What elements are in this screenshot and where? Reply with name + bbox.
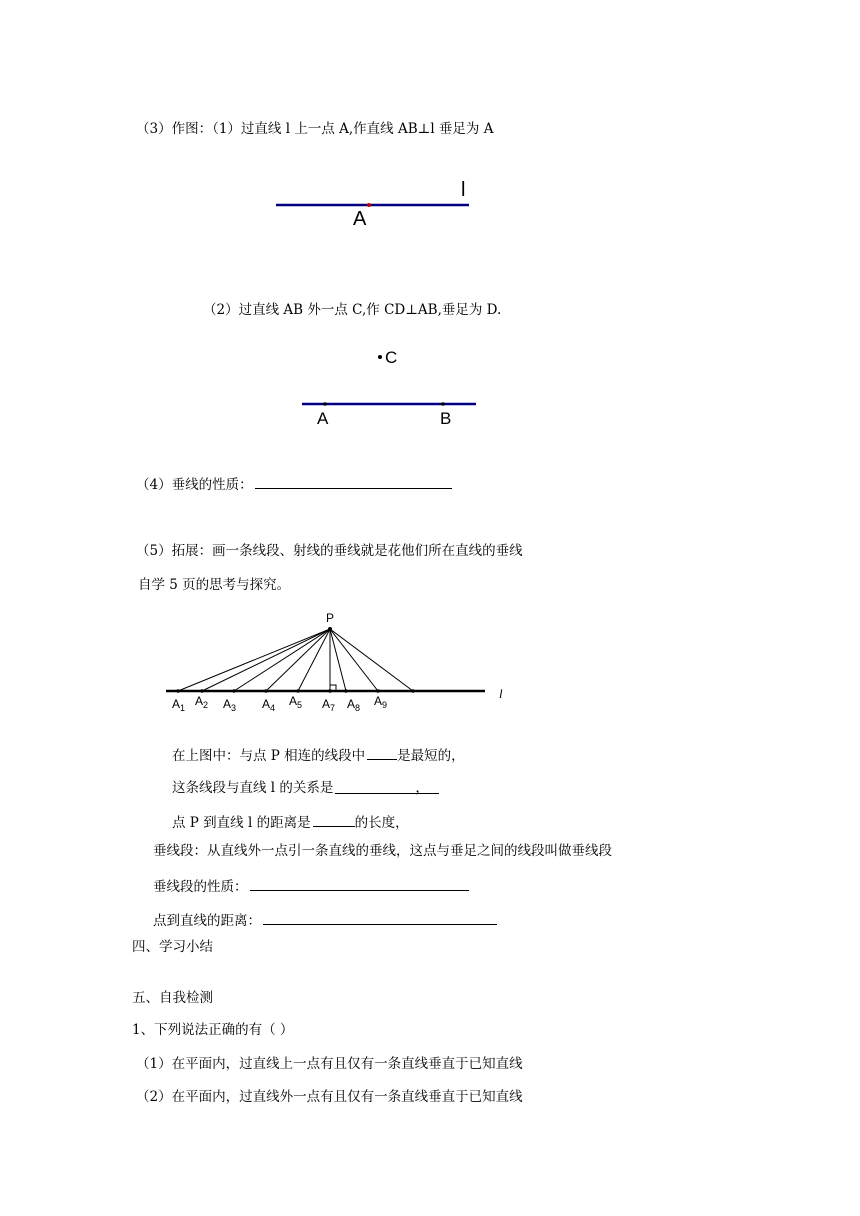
- q4-answer-blank[interactable]: [255, 474, 452, 489]
- q3-title: （3）作图：（1）过直线 l 上一点 A,作直线 AB⊥l 垂足为 A: [136, 121, 494, 137]
- point-distance-line: [153, 910, 497, 930]
- label-l: l: [499, 686, 503, 701]
- point-labels: [172, 694, 387, 713]
- point-c-dot: [378, 355, 382, 359]
- point-a-dot: [323, 402, 327, 406]
- label-a: A: [317, 409, 329, 428]
- fig-q1-text-a: 在上图中：与点 P 相连的线段中: [172, 748, 366, 764]
- point-a7-dot: [328, 689, 332, 693]
- segment-p-a4: [266, 629, 330, 691]
- definition-perpendicular-segment: 垂线段：从直线外一点引一条直线的垂线，这点与垂足之间的线段叫做垂线段: [153, 843, 612, 859]
- fig-q3-text-b: 的长度，: [354, 815, 409, 831]
- segments-from-p: [178, 629, 413, 691]
- fig-q2-comma: ，: [415, 780, 429, 796]
- label-a9: $A_9$: [374, 694, 388, 710]
- question-1-option-2: （2）在平面内，过直线外一点有且仅有一条直线垂直于已知直线: [136, 1089, 523, 1105]
- segment-p-a10: [330, 629, 413, 691]
- label-a3: $A_3$: [223, 697, 237, 713]
- label-a2: $A_2$: [195, 694, 209, 710]
- label-p: P: [326, 611, 335, 625]
- fig-q2-blank[interactable]: [335, 779, 439, 794]
- label-a5: $A_5$: [289, 694, 303, 710]
- point-a10-dot: [411, 689, 415, 693]
- q4-text: （4）垂线的性质：: [136, 477, 253, 493]
- point-a4-dot: [264, 689, 268, 693]
- point-a-dot: [367, 203, 371, 207]
- label-a8: $A_8$: [347, 697, 361, 713]
- segment-property-label: 垂线段的性质：: [153, 879, 248, 895]
- fig-q3-blank[interactable]: [313, 812, 355, 827]
- q4-label: [136, 474, 452, 494]
- figure-line-ab-point-c: [296, 340, 486, 440]
- segment-p-a3: [234, 629, 330, 691]
- section-4-heading: 四、学习小结: [132, 939, 213, 955]
- point-distance-blank[interactable]: [263, 910, 497, 925]
- label-a7: $A_7$: [322, 697, 336, 713]
- segment-property-blank[interactable]: [250, 876, 469, 891]
- q5-text: （5）拓展：画一条线段、射线的垂线就是花他们所在直线的垂线: [136, 543, 523, 559]
- label-a: A: [353, 208, 367, 230]
- figure-perpendicular-segments: [160, 605, 520, 720]
- q3-sub2: （2）过直线 AB 外一点 C,作 CD⊥AB,垂足为 D.: [203, 302, 502, 318]
- fig-q3-text-a: 点 P 到直线 l 的距离是: [172, 815, 311, 831]
- label-l: l: [461, 179, 466, 201]
- point-a8-dot: [344, 689, 348, 693]
- selfstudy-text: 自学 5 页的思考与探究。: [138, 577, 291, 593]
- segment-p-a5: [298, 629, 330, 691]
- figure-line-l-point-a: [268, 172, 488, 232]
- point-a5-dot: [296, 689, 300, 693]
- segment-p-a8: [330, 629, 346, 691]
- point-a3-dot: [232, 689, 236, 693]
- segment-property-line: [153, 876, 469, 896]
- segment-p-a1: [178, 629, 330, 691]
- fig-q2-text-a: 这条线段与直线 l 的关系是: [172, 780, 334, 796]
- point-a1-dot: [176, 689, 180, 693]
- section-5-heading: 五、自我检测: [132, 990, 213, 1006]
- question-1-option-1: （1）在平面内，过直线上一点有且仅有一条直线垂直于已知直线: [136, 1056, 523, 1072]
- fig-q1-text-b: 是最短的，: [397, 748, 465, 764]
- label-a1: $A_1$: [172, 697, 186, 713]
- point-a2-dot: [200, 689, 204, 693]
- point-b-dot: [441, 402, 445, 406]
- point-p-dot: [328, 627, 332, 631]
- label-c: C: [385, 348, 398, 367]
- fig-question-2: [172, 779, 439, 797]
- label-a4: $A_4$: [262, 697, 276, 713]
- point-distance-label: 点到直线的距离：: [153, 913, 261, 929]
- segment-p-a2: [202, 629, 330, 691]
- point-a9-dot: [376, 689, 380, 693]
- question-1: 1、下列说法正确的有（ ）: [132, 1022, 294, 1038]
- fig-question-1: [172, 745, 465, 765]
- fig-question-3: [172, 812, 409, 832]
- label-b: B: [440, 409, 452, 428]
- fig-q1-blank[interactable]: [367, 745, 397, 760]
